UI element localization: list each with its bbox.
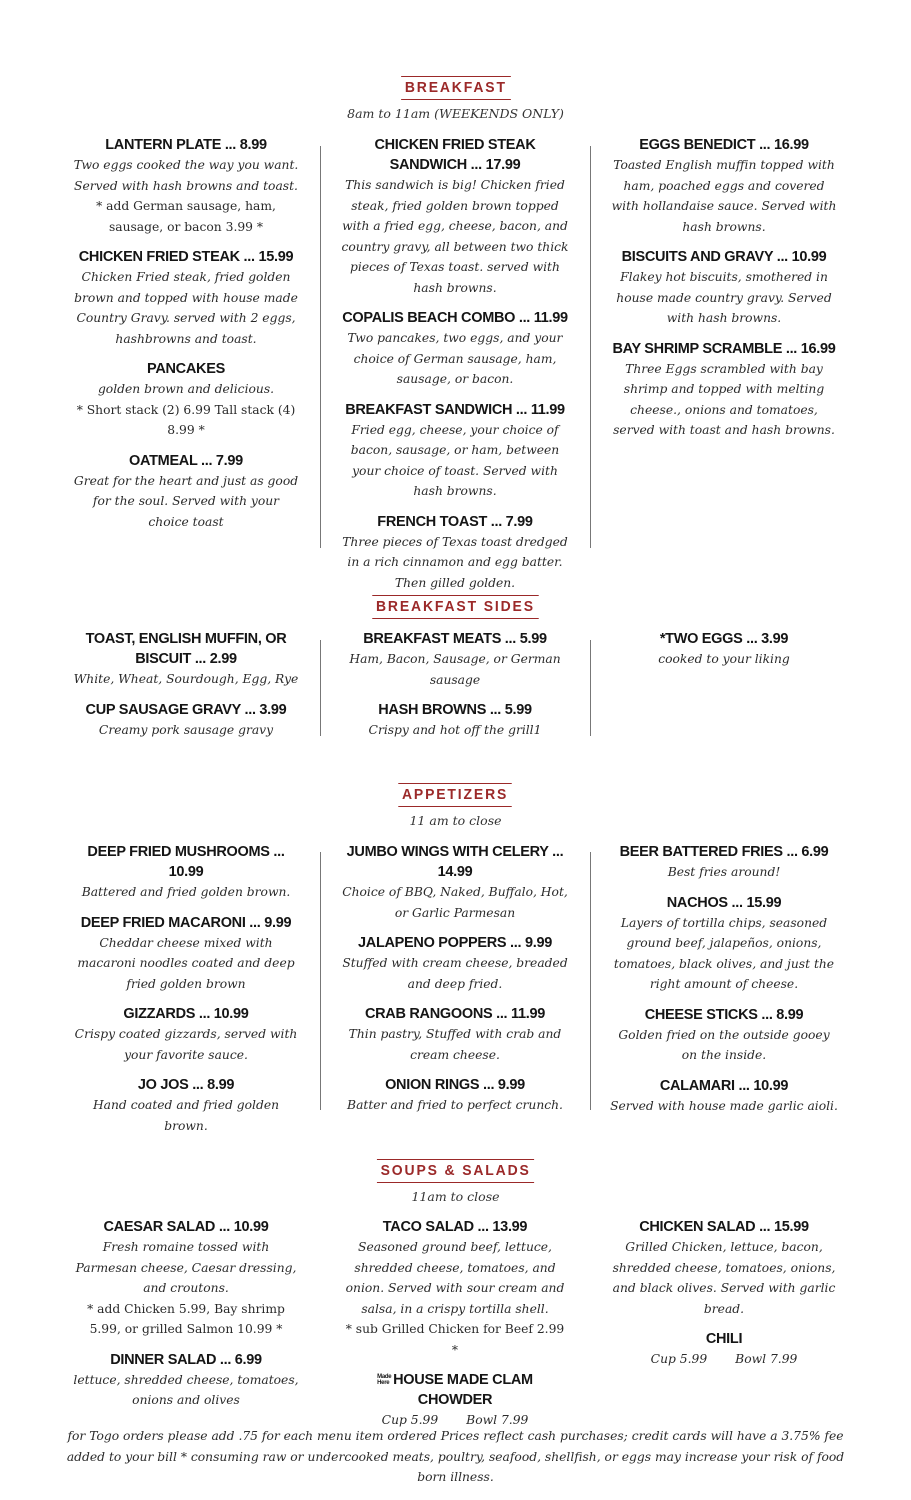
item-name: JALAPENO POPPERS ... 9.99 xyxy=(358,935,552,951)
item-desc: Toasted English muffin topped with ham, poached eggs and covered with hollandaise sauce. Served with hash browns. xyxy=(611,158,837,234)
footer-disclaimer: for Togo orders please add .75 for each menu item ordered Prices reflect cash purchases; credit cards will have a 3.75% fee added to your bill * consuming raw or undercooked meats, poultry, seafood, shellfish, or eggs may increase your risk of food born illness. xyxy=(66,1429,845,1484)
item-name: PANCAKES xyxy=(147,361,225,377)
menu-item xyxy=(341,1075,569,1116)
item-desc: Choice of BBQ, Naked, Buffalo, Hot, or Garlic Parmesan xyxy=(342,885,568,920)
item-name: CHICKEN FRIED STEAK ... 15.99 xyxy=(78,249,294,265)
column-divider xyxy=(320,640,321,736)
menu-item xyxy=(610,1217,838,1319)
item-name: NACHOS ... 15.99 xyxy=(666,894,782,911)
item-name: DINNER SALAD ... 6.99 xyxy=(110,1351,262,1368)
item-desc: Hand coated and fried golden brown. xyxy=(92,1098,280,1133)
item-name: *TWO EGGS ... 3.99 xyxy=(659,631,789,647)
column-divider xyxy=(590,146,591,548)
item-name: CHILI xyxy=(705,1331,743,1347)
menu-item xyxy=(341,400,569,502)
soups-header xyxy=(0,1159,911,1204)
item-desc: golden brown and delicious. xyxy=(97,382,275,396)
item-name: CHICKEN FRIED STEAK SANDWICH ... 17.99 xyxy=(374,137,536,173)
item-note: * add German sausage, ham, sausage, or bacon 3.99 * xyxy=(96,199,276,234)
item-name: BISCUITS AND GRAVY ... 10.99 xyxy=(621,249,827,265)
bowl-price: Bowl 7.99 xyxy=(466,1413,529,1427)
item-name: LANTERN PLATE ... 8.99 xyxy=(105,137,267,153)
menu-item xyxy=(341,1370,569,1430)
item-desc: Crispy coated gizzards, served with your favorite sauce. xyxy=(74,1027,298,1062)
column-divider xyxy=(590,640,591,736)
item-desc: Thin pastry, Stuffed with crab and cream cheese. xyxy=(348,1027,562,1062)
item-desc: Battered and fried golden brown. xyxy=(81,885,291,899)
breakfast-col-1 xyxy=(72,135,300,542)
item-name: GIZZARDS ... 10.99 xyxy=(123,1006,249,1022)
sides-col-1 xyxy=(72,629,300,750)
menu-item xyxy=(72,913,300,995)
item-desc: Creamy pork sausage gravy xyxy=(98,722,274,737)
item-name: JUMBO WINGS WITH CELERY ... 14.99 xyxy=(346,844,564,880)
item-name: CALAMARI ... 10.99 xyxy=(659,1077,789,1094)
item-name: HASH BROWNS ... 5.99 xyxy=(378,702,532,718)
appetizers-header xyxy=(0,783,911,828)
cup-price: Cup 5.99 xyxy=(650,1352,708,1366)
item-desc: Batter and fried to perfect crunch. xyxy=(347,1098,563,1112)
item-desc: Fried egg, cheese, your choice of bacon, sausage, or ham, between your choice of toast. Served with hash browns. xyxy=(350,422,560,498)
item-desc: Three pieces of Texas toast dredged in a rich cinnamon and egg batter. Then gilled golden. xyxy=(342,534,568,590)
item-note: * add Chicken 5.99, Bay shrimp 5.99, or grilled Salmon 10.99 * xyxy=(87,1301,285,1336)
item-note: * Short stack (2) 6.99 Tall stack (4) 8.99 * xyxy=(76,402,296,437)
appetizers-col-2 xyxy=(341,842,569,1126)
menu-item xyxy=(341,135,569,298)
soups-col-1 xyxy=(72,1217,300,1421)
item-desc: Best fries around! xyxy=(667,865,781,879)
item-desc: Seasoned ground beef, lettuce, shredded cheese, tomatoes, and onion. Served with sour cream and salsa, in a crispy tortilla shell. xyxy=(345,1240,565,1316)
item-name: BAY SHRIMP SCRAMBLE ... 16.99 xyxy=(612,340,836,357)
item-desc: lettuce, shredded cheese, tomatoes, onions and olives xyxy=(73,1372,299,1407)
sides-col-2 xyxy=(341,629,569,751)
item-name: BEER BATTERED FRIES ... 6.99 xyxy=(619,844,829,860)
item-name: JO JOS ... 8.99 xyxy=(137,1077,235,1093)
section-title: BREAKFAST xyxy=(401,76,510,100)
item-name-text: HOUSE MADE CLAM CHOWDER xyxy=(393,1372,533,1408)
menu-item xyxy=(72,629,300,690)
section-title: APPETIZERS xyxy=(399,783,513,807)
section-title: BREAKFAST SIDES xyxy=(372,595,538,619)
menu-item xyxy=(610,629,838,670)
menu-item xyxy=(341,512,569,594)
item-desc: Great for the heart and just as good for the soul. Served with your choice toast xyxy=(73,473,299,529)
menu-item xyxy=(341,629,569,690)
item-name: OATMEAL ... 7.99 xyxy=(129,452,243,469)
item-desc: Crispy and hot off the grill1 xyxy=(368,723,542,737)
menu-item xyxy=(341,933,569,994)
item-name xyxy=(341,1370,569,1410)
menu-item xyxy=(341,1004,569,1065)
menu-item xyxy=(610,1005,838,1066)
item-desc: Stuffed with cream cheese, breaded and deep fried. xyxy=(342,956,568,991)
section-hours: 11am to close xyxy=(411,1189,500,1204)
sides-header xyxy=(0,595,911,619)
item-name: CHEESE STICKS ... 8.99 xyxy=(644,1006,804,1023)
soups-col-3 xyxy=(610,1217,838,1379)
item-name: CUP SAUSAGE GRAVY ... 3.99 xyxy=(85,701,287,718)
section-title: SOUPS & SALADS xyxy=(377,1159,535,1183)
item-desc: Flakey hot biscuits, smothered in house made country gravy. Served with hash browns. xyxy=(616,270,832,325)
item-desc: Three Eggs scrambled with bay shrimp and topped with melting cheese., onions and tomatoes, served with toast and hash browns. xyxy=(613,361,835,437)
column-divider xyxy=(320,146,321,548)
menu-item xyxy=(341,308,569,390)
bowl-price: Bowl 7.99 xyxy=(735,1352,798,1366)
item-name: FRENCH TOAST ... 7.99 xyxy=(377,513,533,530)
item-name: CRAB RANGOONS ... 11.99 xyxy=(364,1006,546,1022)
menu-item xyxy=(72,1217,300,1340)
appetizers-col-1 xyxy=(72,842,300,1146)
item-desc: Golden fried on the outside gooey on the inside. xyxy=(618,1027,830,1062)
item-note: * sub Grilled Chicken for Beef 2.99 * xyxy=(345,1322,565,1357)
item-name: BREAKFAST MEATS ... 5.99 xyxy=(363,631,547,647)
item-desc: White, Wheat, Sourdough, Egg, Rye xyxy=(73,672,299,686)
item-name: BREAKFAST SANDWICH ... 11.99 xyxy=(345,401,565,418)
breakfast-col-2 xyxy=(341,135,569,603)
cup-price: Cup 5.99 xyxy=(381,1413,439,1427)
menu-item xyxy=(610,1329,838,1369)
item-desc: Two eggs cooked the way you want. Served with hash browns and toast. xyxy=(73,158,299,193)
menu-item xyxy=(72,1075,300,1136)
sides-col-3 xyxy=(610,629,838,680)
item-desc: Chicken Fried steak, fried golden brown and topped with house made Country Gravy. served with 2 eggs, hashbrowns and toast. xyxy=(74,270,298,346)
menu-item xyxy=(72,451,300,533)
item-name: DEEP FRIED MUSHROOMS ... 10.99 xyxy=(87,844,285,880)
breakfast-header xyxy=(0,76,911,121)
item-name: CHICKEN SALAD ... 15.99 xyxy=(639,1219,809,1235)
menu-item xyxy=(610,1076,838,1117)
appetizers-col-3 xyxy=(610,842,838,1126)
menu-item xyxy=(72,359,300,441)
item-desc: Layers of tortilla chips, seasoned ground beef, jalapeños, onions, tomatoes, black olives, and just the right amount of cheese. xyxy=(613,915,835,991)
menu-item xyxy=(72,247,300,349)
section-hours: 8am to 11am (WEEKENDS ONLY) xyxy=(347,106,564,121)
menu-item xyxy=(341,842,569,923)
column-divider xyxy=(320,852,321,1110)
item-desc: Ham, Bacon, Sausage, or German sausage xyxy=(349,652,561,687)
item-name: COPALIS BEACH COMBO ... 11.99 xyxy=(342,310,568,326)
item-desc: Served with house made garlic aioli. xyxy=(610,1098,838,1113)
item-name: CAESAR SALAD ... 10.99 xyxy=(103,1219,269,1235)
item-name: ONION RINGS ... 9.99 xyxy=(385,1077,525,1093)
menu-item xyxy=(72,135,300,237)
section-hours: 11 am to close xyxy=(409,813,502,828)
item-desc: Two pancakes, two eggs, and your choice of German sausage, ham, sausage, or bacon. xyxy=(347,331,563,386)
column-divider xyxy=(590,852,591,1110)
menu-item xyxy=(72,1004,300,1065)
menu-item xyxy=(610,247,838,329)
menu-item xyxy=(341,700,569,741)
item-name: DEEP FRIED MACARONI ... 9.99 xyxy=(80,914,292,931)
item-desc: This sandwich is big! Chicken fried steak, fried golden brown topped with a fried egg, cheese, bacon, and country gravy, all between two thick pieces of Texas toast. served with hash browns. xyxy=(341,178,569,295)
menu-item xyxy=(341,1217,569,1360)
menu-item xyxy=(610,893,838,995)
item-desc: Cheddar cheese mixed with macaroni noodles coated and deep fried golden brown xyxy=(77,935,295,991)
menu-item xyxy=(610,339,838,441)
menu-item xyxy=(610,842,838,883)
item-sizes xyxy=(610,1349,838,1369)
item-desc: Fresh romaine tossed with Parmesan cheese, Caesar dressing, and croutons. xyxy=(75,1240,297,1295)
made-here-badge-icon: Made Here xyxy=(377,1374,392,1387)
menu-item xyxy=(72,842,300,903)
menu-item xyxy=(72,1350,300,1411)
item-name: TACO SALAD ... 13.99 xyxy=(382,1219,528,1235)
item-desc: Grilled Chicken, lettuce, bacon, shredded cheese, tomatoes, onions, and black olives. Served with garlic bread. xyxy=(612,1240,836,1316)
item-name: EGGS BENEDICT ... 16.99 xyxy=(639,137,809,153)
menu-item xyxy=(610,135,838,237)
item-desc: cooked to your liking xyxy=(658,652,790,666)
soups-col-2 xyxy=(341,1217,569,1440)
item-name: TOAST, ENGLISH MUFFIN, OR BISCUIT ... 2.99 xyxy=(85,631,287,667)
menu-item xyxy=(72,700,300,741)
breakfast-col-3 xyxy=(610,135,838,451)
